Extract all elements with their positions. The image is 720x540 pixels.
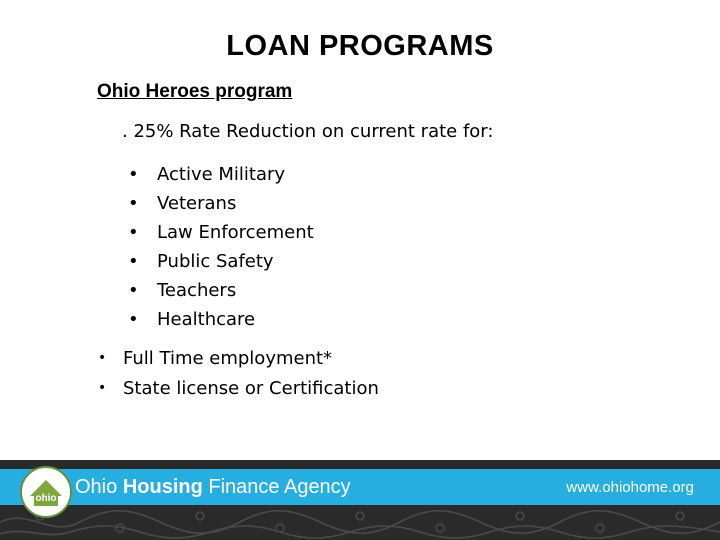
logo-text: ohio bbox=[35, 493, 57, 504]
list-item bbox=[98, 373, 379, 403]
list-item-label: Full Time employment* bbox=[123, 348, 333, 369]
bullet-icon: • bbox=[98, 380, 107, 396]
list-item-label: Healthcare bbox=[157, 309, 256, 330]
list-item bbox=[128, 218, 314, 247]
eligible-groups-list bbox=[128, 160, 314, 334]
footer bbox=[0, 460, 720, 540]
bullet-icon: • bbox=[128, 280, 139, 301]
list-item-label: State license or Certification bbox=[123, 378, 379, 399]
house-icon bbox=[22, 468, 70, 516]
agency-banner bbox=[0, 469, 720, 505]
requirements-list bbox=[98, 343, 379, 403]
agency-name-strong: Housing bbox=[122, 476, 203, 498]
list-item bbox=[128, 160, 314, 189]
agency-name: Ohio Housing Finance Agency bbox=[75, 476, 351, 498]
bullet-icon: • bbox=[128, 193, 139, 214]
ohfa-logo bbox=[20, 466, 72, 518]
program-subtitle: Ohio Heroes program bbox=[97, 81, 293, 102]
bullet-icon: • bbox=[98, 350, 107, 366]
slide-title: LOAN PROGRAMS bbox=[226, 30, 494, 62]
list-item-label: Public Safety bbox=[157, 251, 274, 272]
list-item-label: Teachers bbox=[157, 280, 237, 301]
rate-reduction-text: . 25% Rate Reduction on current rate for: bbox=[122, 121, 494, 142]
list-item-label: Law Enforcement bbox=[157, 222, 314, 243]
site-url: www.ohiohome.org bbox=[566, 479, 694, 496]
list-item-label: Active Military bbox=[157, 164, 286, 185]
bullet-icon: • bbox=[128, 222, 139, 243]
bullet-icon: • bbox=[128, 164, 139, 185]
bullet-icon: • bbox=[128, 309, 139, 330]
list-item bbox=[128, 247, 314, 276]
list-item-label: Veterans bbox=[157, 193, 237, 214]
list-item bbox=[128, 276, 314, 305]
bullet-icon: • bbox=[128, 251, 139, 272]
list-item bbox=[128, 189, 314, 218]
list-item bbox=[128, 305, 314, 334]
list-item bbox=[98, 343, 379, 373]
